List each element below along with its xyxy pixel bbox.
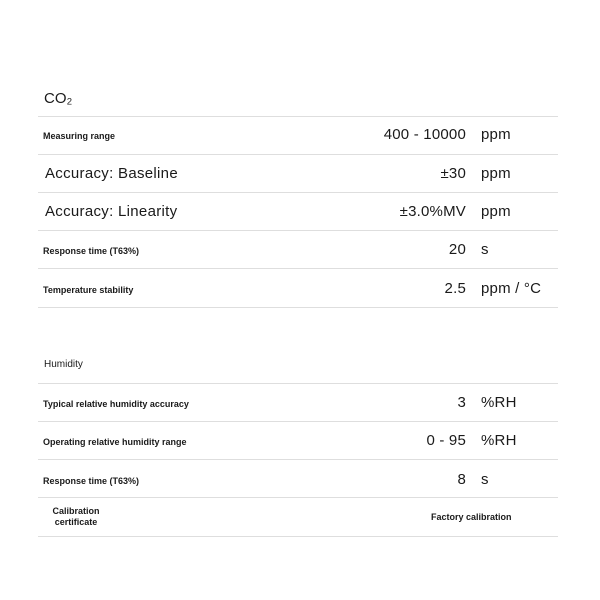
spec-value: 3	[457, 394, 466, 411]
spec-label: Response time (T63%)	[43, 246, 140, 256]
spec-label: Accuracy: Baseline	[45, 165, 178, 182]
calibration-value: Factory calibration	[431, 512, 512, 522]
divider	[38, 116, 558, 117]
divider	[38, 459, 558, 460]
calibration-label-line1: Calibration	[52, 506, 100, 516]
spec-label: Typical relative humidity accuracy	[43, 399, 189, 409]
divider	[38, 536, 558, 537]
spec-value: 400 - 10000	[383, 126, 466, 143]
spec-unit: ppm	[481, 203, 511, 220]
humidity-section-title: Humidity	[44, 359, 83, 370]
divider	[38, 497, 558, 498]
spec-label: Operating relative humidity range	[43, 437, 187, 447]
divider	[38, 154, 558, 155]
divider	[38, 230, 558, 231]
spec-label: Measuring range	[43, 131, 116, 141]
spec-unit: s	[481, 471, 489, 488]
spec-unit: %RH	[481, 394, 517, 411]
calibration-label-line2: certificate	[54, 517, 98, 527]
spec-unit: ppm	[481, 126, 511, 143]
spec-value: 0 - 95	[426, 432, 466, 449]
spec-unit: ppm	[481, 165, 511, 182]
divider	[38, 268, 558, 269]
divider	[38, 383, 558, 384]
spec-label: Temperature stability	[43, 285, 134, 295]
calibration-label	[51, 506, 101, 528]
spec-value: 2.5	[444, 280, 466, 297]
co2-section-title: CO₂	[44, 90, 73, 107]
spec-unit: s	[481, 241, 489, 258]
divider	[38, 192, 558, 193]
divider	[38, 421, 558, 422]
spec-value: 20	[448, 241, 466, 258]
spec-unit: %RH	[481, 432, 517, 449]
spec-unit: ppm / °C	[481, 280, 542, 297]
divider	[38, 307, 558, 308]
spec-value: ±3.0%MV	[399, 203, 466, 220]
spec-label: Response time (T63%)	[43, 476, 140, 486]
spec-value: 8	[457, 471, 466, 488]
spec-label: Accuracy: Linearity	[45, 203, 178, 220]
spec-value: ±30	[440, 165, 466, 182]
